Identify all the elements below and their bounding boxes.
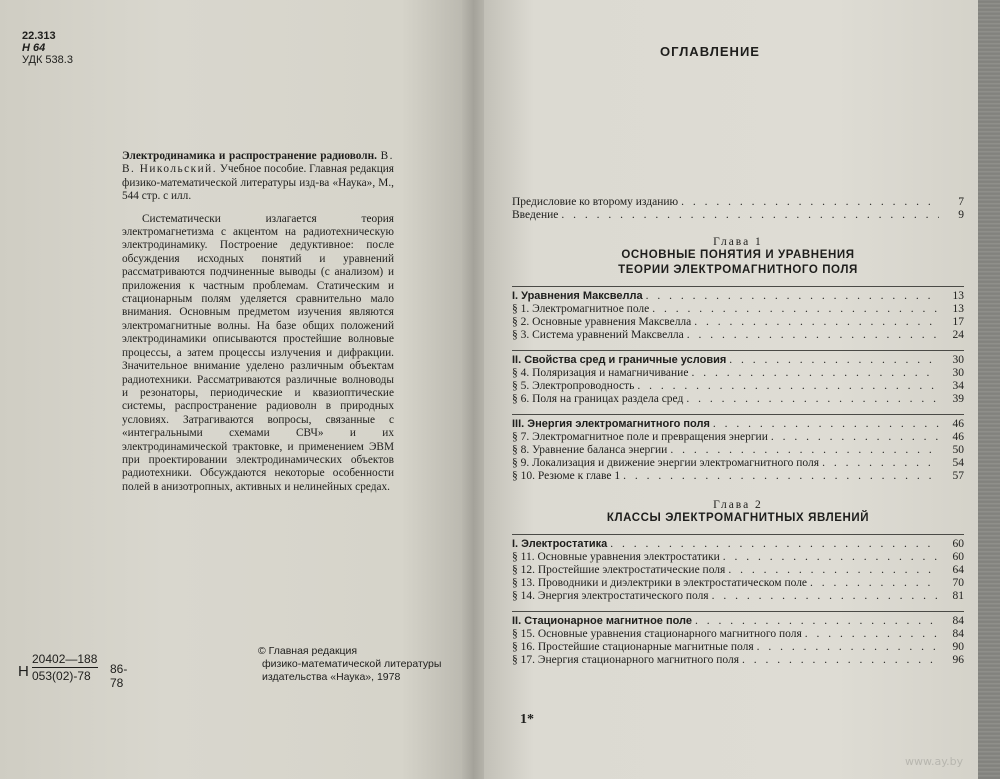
toc-entry: § 3. Система уравнений Максвелла . . . 24 [512,329,964,342]
chapter-title: ОСНОВНЫЕ ПОНЯТИЯ И УРАВНЕНИЯ [621,249,855,261]
index-suffix: 86-78 [110,662,128,690]
toc-entry: § 10. Резюме к главе 1 . . . 57 [512,470,964,483]
index-denominator: 053(02)-78 [32,669,91,683]
index-letter: Н [18,663,29,680]
toc-entry: § 4. Поляризация и намагничивание . . . 30 [512,367,964,380]
udc-code: УДК 538.3 [22,54,73,66]
toc-entry: § 14. Энергия электростатического поля . . . 81 [512,590,964,603]
toc-section-block [512,534,964,603]
bbk-code: 22.313 [22,30,56,42]
toc-section-block [512,611,964,667]
toc-title: ОГЛАВЛЕНИЕ [660,44,760,59]
page-edge [978,0,1000,779]
toc-entry: § 11. Основные уравнения электростатики . . . 60 [512,551,964,564]
toc-entry: § 16. Простейшие стационарные магнитные поля . . . 90 [512,641,964,654]
toc-entry: § 7. Электромагнитное поле и превращения энергии . . . 46 [512,431,964,444]
table-of-contents [512,196,964,667]
toc-section: I. Электростатика . . . 60 [512,538,964,551]
signature-mark: 1* [520,712,534,727]
index-numerator: 20402—188 [32,652,98,666]
toc-entry: Введение . . . 9 [512,209,964,222]
toc-section-block [512,350,964,406]
book-title: Электродинамика и распространение радиоволн. [122,150,377,162]
toc-entry: § 1. Электромагнитное поле . . . 13 [512,303,964,316]
copyright-notice: © Главная редакция физико-математической литературы издательства «Наука», 1978 [258,645,442,683]
abstract-body: Систематически излагается теория электромагнетизма с акцентом на радиотехническую электродинамику. Построение дедуктивное: после обсуждения исходных понятий и уравнений рассматриваются подчиненные выводы (с анализом) и приложения к частным проблемам. Статическим и стационарным полям уделяется сравнительно мало внимания. Основным предметом изучения являются электромагнитные волны. На базе общих положений электродинамики описываются простейшие волновые процессы, а затем процессы излучения и дифракции. Значительное внимание уделено различным объектам радиотехники. Рассматриваются различные волноводы и резонаторы, периодические и квазиоптические системы, распространение радиоволн в природных условиях. Затрагиваются вопросы, связанные с «интегральными схемами СВЧ» и их электродинамической трактовке, и применением ЭВМ при проектировании электродинамических объектов радиотехники. Обсуждаются некоторые особенности полей в анизотропных, активных и нелинейных средах. [122,212,394,493]
toc-section: I. Уравнения Максвелла . . . 13 [512,290,964,303]
publisher-info: Учебное пособие. Главная редакция физико-математической литературы изд-ва «Наука», М., 544 стр. с илл. [122,163,394,203]
book-abstract [122,150,394,494]
toc-entry: § 15. Основные уравнения стационарного магнитного поля . . . 84 [512,628,964,641]
toc-section: II. Свойства сред и граничные условия . . . 30 [512,354,964,367]
chapter-label: Глава 1 [713,236,763,248]
chapter-title: КЛАССЫ ЭЛЕКТРОМАГНИТНЫХ ЯВЛЕНИЙ [606,512,870,524]
toc-entry: § 2. Основные уравнения Максвелла . . . 17 [512,316,964,329]
toc-section: II. Стационарное магнитное поле . . . 84 [512,615,964,628]
left-page [0,0,472,779]
chapter-label: Глава 2 [713,499,763,511]
toc-entry: § 12. Простейшие электростатические поля . . . 64 [512,564,964,577]
toc-section-block [512,286,964,342]
chapter-title: ТЕОРИИ ЭЛЕКТРОМАГНИТНОГО ПОЛЯ [618,264,858,276]
toc-entry: § 9. Локализация и движение энергии электромагнитного поля . . . 54 [512,457,964,470]
toc-entry: § 8. Уравнение баланса энергии . . . 50 [512,444,964,457]
toc-entry: § 17. Энергия стационарного магнитного поля . . . 96 [512,654,964,667]
toc-section: III. Энергия электромагнитного поля . . . 46 [512,418,964,431]
toc-entry: § 13. Проводники и диэлектрики в электростатическом поле . . . 70 [512,577,964,590]
book-author: В. В. Никольский. [122,150,394,176]
watermark: www.ay.by [905,755,964,768]
toc-entry: Предисловие ко второму изданию . . . 7 [512,196,964,209]
toc-section-block [512,414,964,483]
toc-entry: § 6. Поля на границах раздела сред . . . 39 [512,393,964,406]
toc-entry: § 5. Электропроводность . . . 34 [512,380,964,393]
author-mark: Н 64 [22,42,46,54]
